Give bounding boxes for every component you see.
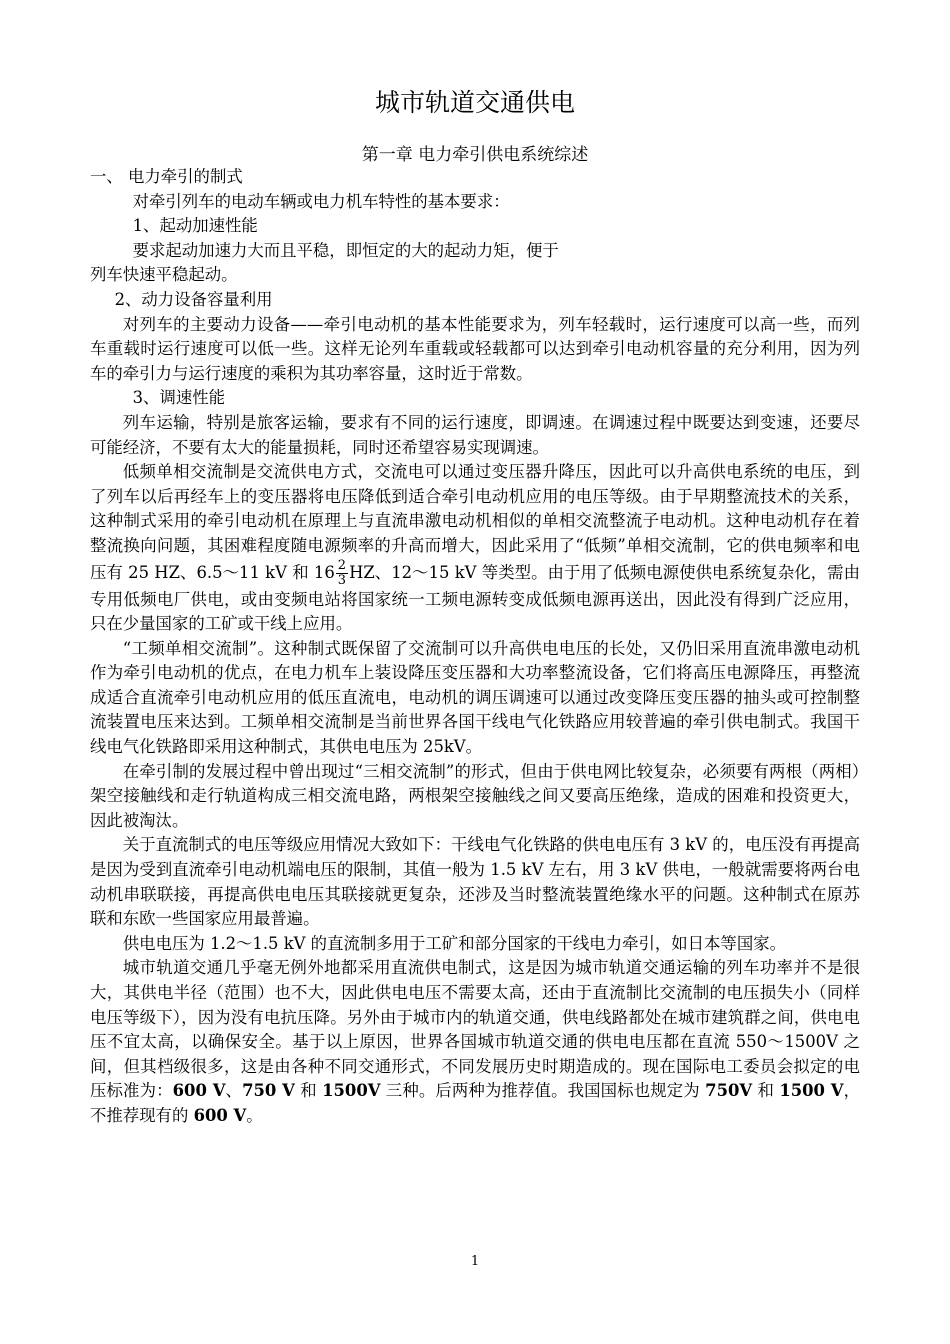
voltage-600v-not-recommended: 600 V: [193, 1105, 247, 1125]
paragraph-4: [90, 460, 860, 637]
paragraph-6: 在牵引制的发展过程中曾出现过“三相交流制”的形式，但由于供电网比较复杂，必须要有两根（两相）架空接触线和走行轨道构成三相交流电路，两根架空接触线之间又要高压绝缘，造成的困难和投资更大，因此被淘汰。: [90, 761, 860, 830]
paragraph-1-cont: 列车快速平稳起动。: [90, 265, 238, 285]
fraction-numerator: 2: [337, 557, 347, 573]
chapter-heading: 第一章 电力牵引供电系统综述: [361, 145, 589, 165]
voltage-600v: 600 V: [172, 1081, 226, 1101]
voltage-750v: 750 V: [242, 1081, 295, 1101]
fraction-denominator: 3: [337, 572, 347, 588]
paragraph-4-text-b: HZ、12～15 kV 等类型。由于用了低频电源使供电系统复杂化，需由专用低频电厂供电，或由变频电站将国家统一工频电源转变成低频电源再送出，因此没有得到广泛应用，只在少量国家的工矿或干线上应用。: [90, 562, 860, 634]
document-body: [90, 165, 860, 1129]
paragraph-1: 要求起动加速力大而且平稳，即恒定的大的起动力矩，便于: [132, 240, 559, 260]
paragraph-8: 供电电压为 1.2～1.5 kV 的直流制多用于工矿和部分国家的干线电力牵引，如日本等国家。: [122, 933, 786, 953]
paragraph-5: “工频单相交流制”。这种制式既保留了交流制可以升高供电电压的长处，又仍旧采用直流串激电动机作为牵引电动机的优点，在电力机车上装设降压变压器和大功率整流设备，它们将高压电源降压，再整流成适合直流牵引电动机应用的低压直流电，电动机的调压调速可以通过改变降压变压器的抽头或可控制整流装置电压来达到。工频单相交流制是当前世界各国干线电气化铁路应用较普遍的牵引供电制式。我国干线电气化铁路即采用这种制式，其供电电压为 25kV。: [90, 638, 860, 757]
conjunction-2: 和: [752, 1081, 780, 1101]
separator: 、: [225, 1081, 243, 1101]
subheading-1: 1、起动加速性能: [132, 216, 258, 236]
voltage-1500v-national: 1500 V: [779, 1081, 844, 1101]
paragraph-3: 列车运输，特别是旅客运输，要求有不同的运行速度，即调速。在调速过程中既要达到变速，还要尽可能经济，不要有太大的能量损耗，同时还希望容易实现调速。: [90, 412, 860, 457]
paragraph-7: 关于直流制式的电压等级应用情况大致如下：干线电气化铁路的供电电压有 3 kV 的，电压没有再提高是因为受到直流牵引电动机端电压的限制，其值一般为 1.5 kV 左右，用 3 kV 供电，一般就需要将两台电动机串联联接，再提高供电电压其联接就更复杂，还涉及当时整流装置绝缘水平的问题。这种制式在原苏联和东欧一些国家应用最普遍。: [90, 835, 860, 929]
section-heading: 一、 电力牵引的制式: [90, 167, 243, 186]
document-title: 城市轨道交通供电: [374, 88, 575, 117]
paragraph-9-text-a: 城市轨道交通几乎毫无例外地都采用直流供电制式，这是因为城市轨道交通运输的列车功率并不是很大，其供电半径（范围）也不大，因此供电电压不需要太高，还由于直流制比交流制的电压损失小（同样电压等级下），因为没有电抗压降。另外由于城市内的轨道交通，供电线路都处在城市建筑群之间，供电电压不宜太高，以确保安全。基于以上原因，世界各国城市轨道交通的供电电压都在直流 550～1500V 之间，但其档级很多，这是由各种不同交通形式，不同发展历史时期造成的。现在国际电工委员会拟定的电压标准为：: [90, 958, 860, 1101]
intro-paragraph: 对牵引列车的电动车辆或电力机车特性的基本要求：: [132, 191, 510, 211]
paragraph-9-text-c: ，不推荐现有的: [90, 1081, 861, 1125]
paragraph-9-text-d: 。: [246, 1105, 263, 1125]
paragraph-9: [90, 956, 860, 1128]
subheading-2: 2、动力设备容量利用: [114, 289, 273, 309]
page-number: 1: [470, 1254, 480, 1269]
paragraph-2: 对列车的主要动力设备——牵引电动机的基本性能要求为，列车轻载时，运行速度可以高一些，而列车重载时运行速度可以低一些。这样无论列车重载或轻载都可以达到牵引电动机容量的充分利用，因为列车的牵引力与运行速度的乘积为其功率容量，这时近于常数。: [90, 314, 860, 383]
conjunction: 和: [294, 1081, 323, 1101]
paragraph-4-text-a: 低频单相交流制是交流供电方式，交流电可以通过变压器升降压，因此可以升高供电系统的电压，到了列车以后再经车上的变压器将电压降低到适合牵引电动机应用的电压等级。由于早期整流技术的关系，这种制式采用的牵引电动机在原理上与直流串激电动机相似的单相交流整流子电动机。这种电动机存在着整流换向问题，其困难程度随电源频率的升高而增大，因此采用了“低频”单相交流制，它的供电频率和电压有 25 HZ、6.5～11 kV 和 16: [90, 462, 860, 582]
voltage-750v-national: 750V: [705, 1081, 753, 1101]
voltage-1500v: 1500V: [322, 1081, 381, 1101]
subheading-3: 3、调速性能: [132, 388, 226, 408]
paragraph-9-text-b: 三种。后两种为推荐值。我国国标也规定为: [380, 1081, 706, 1101]
fraction-two-thirds: [336, 559, 348, 588]
